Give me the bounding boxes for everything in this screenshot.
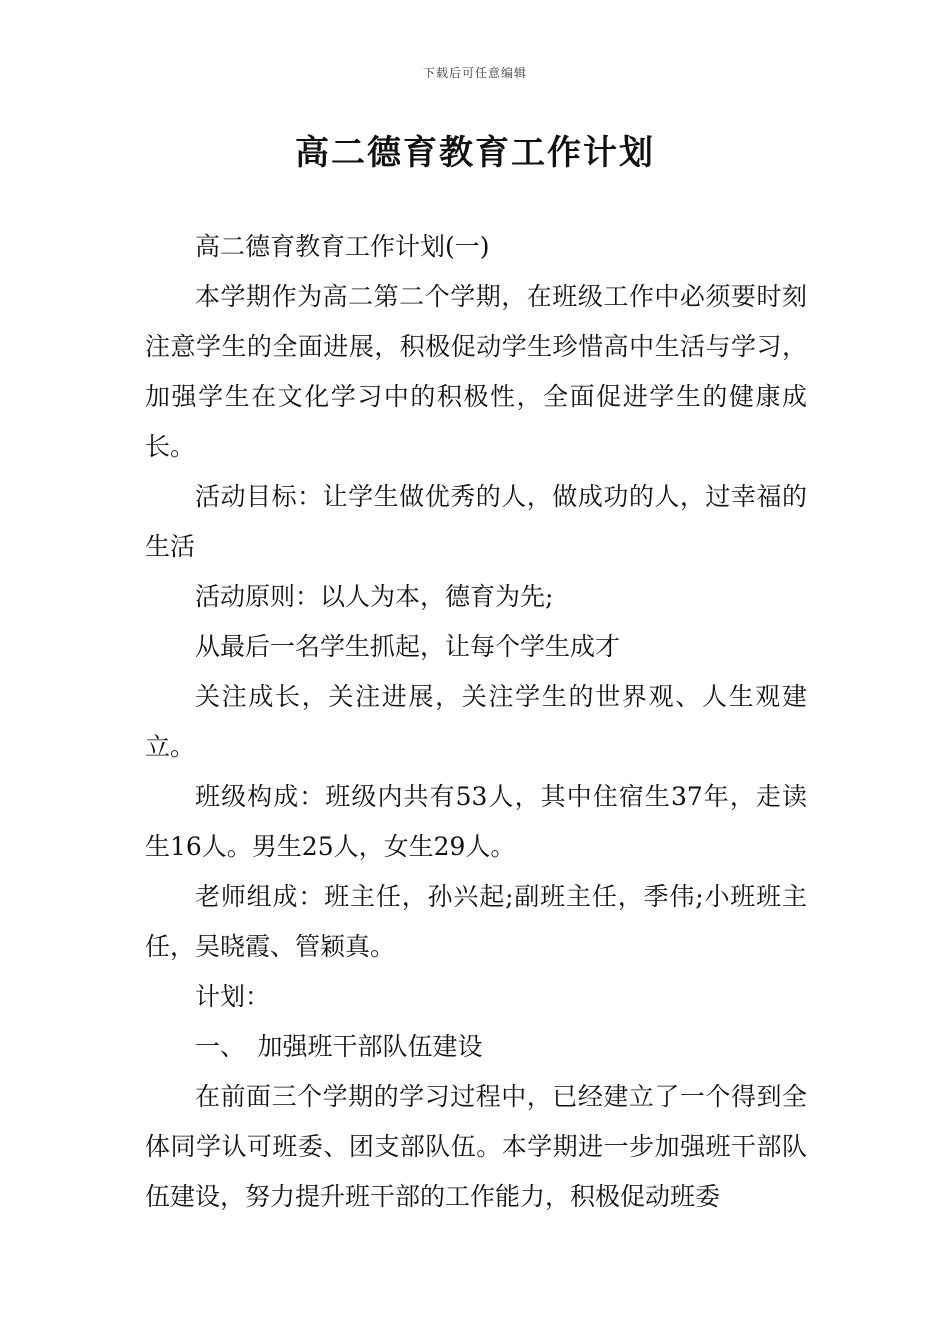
principle-line-3: 关注成长，关注进展，关注学生的世界观、人生观建立。 [145,682,807,761]
activity-goal-paragraph: 活动目标：让学生做优秀的人，做成功的人，过幸福的生活 [145,482,807,561]
document-title: 高二德育教育工作计划 [295,133,655,173]
teacher-composition-paragraph: 老师组成：班主任，孙兴起;副班主任，季伟;小班班主任，吴晓霞、管颖真。 [145,882,807,961]
document-body [145,222,807,1222]
activity-principle-paragraph: 活动原则：以人为本，德育为先; [195,582,554,611]
subtitle-paragraph: 高二德育教育工作计划(一) [195,232,490,261]
class-composition-paragraph: 班级构成：班级内共有53人，其中住宿生37年，走读生16人。男生25人，女生29人。 [145,782,807,861]
section-1-paragraph: 在前面三个学期的学习过程中，已经建立了一个得到全体同学认可班委、团支部队伍。本学期进一步加强班干部队伍建设，努力提升班干部的工作能力，积极促动班委 [145,1082,807,1211]
header-note: 下载后可任意编辑 [422,66,527,80]
intro-paragraph: 本学期作为高二第二个学期，在班级工作中必须要时刻注意学生的全面进展，积极促动学生珍惜高中生活与学习，加强学生在文化学习中的积极性，全面促进学生的健康成长。 [145,282,807,461]
section-heading-1: 一、 加强班干部队伍建设 [195,1032,483,1061]
principle-line-2: 从最后一名学生抓起，让每个学生成才 [195,632,621,661]
plan-label: 计划： [195,982,271,1011]
